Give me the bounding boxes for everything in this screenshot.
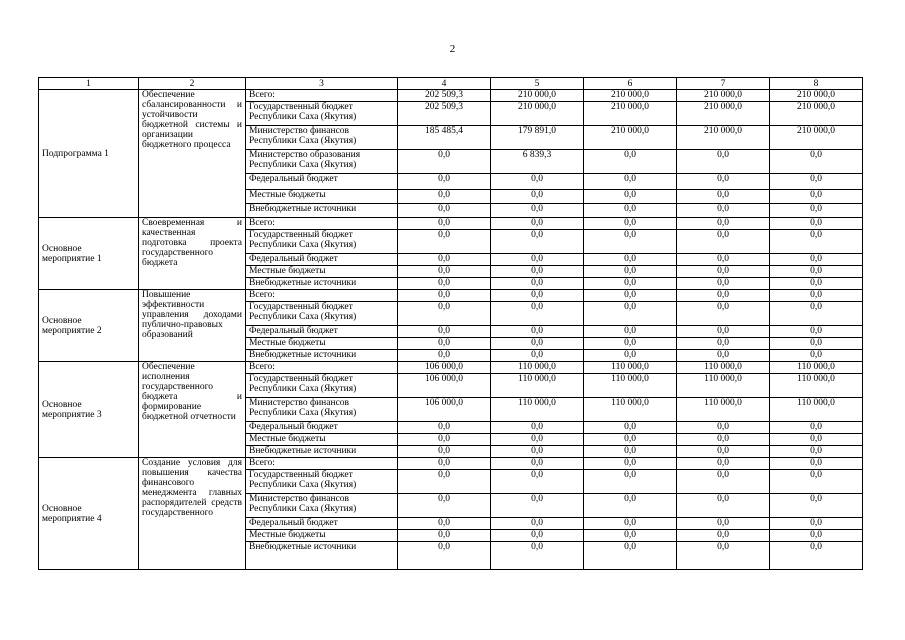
value-cell: 0,0 (491, 470, 584, 494)
value-cell: 0,0 (584, 266, 677, 278)
funding-source: Государственный бюджет Республики Саха (Якутия) (246, 470, 398, 494)
value-cell: 0,0 (584, 494, 677, 518)
value-cell: 0,0 (491, 338, 584, 350)
program-name: Основное мероприятие 1 (39, 218, 139, 290)
value-cell: 0,0 (677, 422, 770, 434)
header-cell: 3 (246, 78, 398, 90)
header-cell: 7 (677, 78, 770, 90)
value-cell: 0,0 (491, 190, 584, 204)
value-cell: 0,0 (398, 174, 491, 190)
value-cell: 0,0 (584, 218, 677, 230)
value-cell: 202 509,3 (398, 90, 491, 102)
value-cell: 0,0 (584, 338, 677, 350)
value-cell: 0,0 (770, 470, 863, 494)
value-cell: 110 000,0 (491, 398, 584, 422)
funding-source: Министерство финансов Республики Саха (Якутия) (246, 494, 398, 518)
value-cell: 210 000,0 (770, 102, 863, 126)
value-cell: 210 000,0 (677, 102, 770, 126)
value-cell: 0,0 (398, 326, 491, 338)
value-cell: 0,0 (491, 266, 584, 278)
header-cell: 4 (398, 78, 491, 90)
value-cell: 0,0 (677, 326, 770, 338)
value-cell: 0,0 (770, 326, 863, 338)
value-cell: 110 000,0 (584, 398, 677, 422)
value-cell: 0,0 (770, 518, 863, 530)
value-cell: 0,0 (770, 458, 863, 470)
funding-source: Всего: (246, 458, 398, 470)
value-cell: 210 000,0 (770, 126, 863, 150)
value-cell: 210 000,0 (491, 90, 584, 102)
funding-source: Всего: (246, 90, 398, 102)
value-cell: 0,0 (584, 204, 677, 218)
value-cell: 0,0 (584, 290, 677, 302)
funding-source: Министерство финансов Республики Саха (Якутия) (246, 398, 398, 422)
value-cell: 0,0 (770, 278, 863, 290)
value-cell: 0,0 (491, 174, 584, 190)
value-cell: 0,0 (677, 458, 770, 470)
program-description: Обеспечение сбалансированности и устойчивости бюджетной системы и организации бюджетного процесса (139, 90, 246, 218)
value-cell: 0,0 (398, 470, 491, 494)
header-cell: 5 (491, 78, 584, 90)
value-cell: 0,0 (398, 350, 491, 362)
value-cell: 0,0 (677, 204, 770, 218)
value-cell: 106 000,0 (398, 398, 491, 422)
value-cell: 0,0 (584, 302, 677, 326)
value-cell: 0,0 (491, 230, 584, 254)
value-cell: 210 000,0 (584, 126, 677, 150)
value-cell: 0,0 (398, 266, 491, 278)
value-cell: 0,0 (677, 230, 770, 254)
value-cell: 0,0 (770, 542, 863, 570)
funding-source: Внебюджетные источники (246, 542, 398, 570)
value-cell: 110 000,0 (491, 374, 584, 398)
value-cell: 0,0 (491, 458, 584, 470)
value-cell: 0,0 (491, 350, 584, 362)
header-cell: 2 (139, 78, 246, 90)
value-cell: 0,0 (770, 290, 863, 302)
value-cell: 0,0 (398, 542, 491, 570)
value-cell: 0,0 (677, 494, 770, 518)
value-cell: 0,0 (677, 254, 770, 266)
value-cell: 0,0 (584, 434, 677, 446)
value-cell: 0,0 (398, 422, 491, 434)
value-cell: 210 000,0 (491, 102, 584, 126)
funding-source: Внебюджетные источники (246, 446, 398, 458)
table-row (39, 458, 863, 470)
header-cell: 8 (770, 78, 863, 90)
value-cell: 0,0 (398, 218, 491, 230)
value-cell: 0,0 (584, 254, 677, 266)
value-cell: 0,0 (398, 518, 491, 530)
funding-source: Государственный бюджет Республики Саха (Якутия) (246, 230, 398, 254)
funding-source: Внебюджетные источники (246, 350, 398, 362)
value-cell: 0,0 (491, 422, 584, 434)
value-cell: 210 000,0 (584, 102, 677, 126)
value-cell: 0,0 (770, 494, 863, 518)
value-cell: 0,0 (398, 494, 491, 518)
program-name: Основное мероприятие 4 (39, 458, 139, 570)
value-cell: 0,0 (491, 542, 584, 570)
value-cell: 0,0 (398, 254, 491, 266)
value-cell: 0,0 (770, 190, 863, 204)
value-cell: 0,0 (677, 218, 770, 230)
funding-source: Федеральный бюджет (246, 326, 398, 338)
funding-source: Всего: (246, 362, 398, 374)
budget-table (38, 77, 863, 570)
value-cell: 0,0 (491, 218, 584, 230)
value-cell: 210 000,0 (677, 90, 770, 102)
value-cell: 110 000,0 (677, 374, 770, 398)
value-cell: 0,0 (677, 518, 770, 530)
value-cell: 0,0 (584, 458, 677, 470)
value-cell: 0,0 (677, 278, 770, 290)
value-cell: 0,0 (491, 518, 584, 530)
value-cell: 0,0 (677, 446, 770, 458)
table-row (39, 362, 863, 374)
value-cell: 0,0 (584, 446, 677, 458)
value-cell: 0,0 (398, 190, 491, 204)
value-cell: 0,0 (398, 458, 491, 470)
value-cell: 0,0 (677, 190, 770, 204)
program-description: Повышение эффективности управления доходами публично-правовых образований (139, 290, 246, 362)
funding-source: Федеральный бюджет (246, 174, 398, 190)
value-cell: 202 509,3 (398, 102, 491, 126)
value-cell: 0,0 (491, 434, 584, 446)
value-cell: 0,0 (677, 530, 770, 542)
value-cell: 106 000,0 (398, 362, 491, 374)
value-cell: 0,0 (677, 174, 770, 190)
value-cell: 0,0 (677, 150, 770, 174)
value-cell: 110 000,0 (584, 362, 677, 374)
value-cell: 0,0 (677, 470, 770, 494)
funding-source: Государственный бюджет Республики Саха (Якутия) (246, 374, 398, 398)
value-cell: 0,0 (584, 174, 677, 190)
value-cell: 0,0 (398, 338, 491, 350)
value-cell: 110 000,0 (584, 374, 677, 398)
header-row (39, 78, 863, 90)
value-cell: 0,0 (491, 302, 584, 326)
value-cell: 110 000,0 (770, 398, 863, 422)
value-cell: 0,0 (584, 470, 677, 494)
funding-source: Федеральный бюджет (246, 518, 398, 530)
value-cell: 0,0 (770, 150, 863, 174)
value-cell: 185 485,4 (398, 126, 491, 150)
page-number: 2 (449, 43, 456, 55)
value-cell: 0,0 (398, 446, 491, 458)
value-cell: 0,0 (677, 266, 770, 278)
value-cell: 0,0 (398, 530, 491, 542)
value-cell: 0,0 (770, 338, 863, 350)
value-cell: 0,0 (770, 266, 863, 278)
table-row (39, 90, 863, 102)
value-cell: 0,0 (491, 254, 584, 266)
value-cell: 110 000,0 (677, 398, 770, 422)
value-cell: 0,0 (770, 218, 863, 230)
value-cell: 0,0 (491, 530, 584, 542)
program-name: Основное мероприятие 2 (39, 290, 139, 362)
value-cell: 0,0 (677, 290, 770, 302)
value-cell: 0,0 (770, 434, 863, 446)
funding-source: Местные бюджеты (246, 190, 398, 204)
value-cell: 0,0 (677, 302, 770, 326)
table-row (39, 290, 863, 302)
value-cell: 6 839,3 (491, 150, 584, 174)
value-cell: 0,0 (770, 530, 863, 542)
value-cell: 0,0 (398, 302, 491, 326)
value-cell: 0,0 (491, 204, 584, 218)
value-cell: 210 000,0 (584, 90, 677, 102)
value-cell: 0,0 (677, 338, 770, 350)
value-cell: 0,0 (770, 204, 863, 218)
value-cell: 0,0 (770, 230, 863, 254)
value-cell: 0,0 (677, 542, 770, 570)
funding-source: Местные бюджеты (246, 338, 398, 350)
value-cell: 0,0 (677, 350, 770, 362)
value-cell: 0,0 (770, 174, 863, 190)
value-cell: 0,0 (398, 230, 491, 254)
funding-source: Местные бюджеты (246, 530, 398, 542)
value-cell: 0,0 (491, 446, 584, 458)
value-cell: 0,0 (584, 278, 677, 290)
funding-source: Федеральный бюджет (246, 422, 398, 434)
program-description: Обеспечение исполнения государственного бюджета и формирование бюджетной отчетности (139, 362, 246, 458)
funding-source: Местные бюджеты (246, 266, 398, 278)
funding-source: Местные бюджеты (246, 434, 398, 446)
funding-source: Государственный бюджет Республики Саха (Якутия) (246, 302, 398, 326)
funding-source: Министерство образования Республики Саха (Якутия) (246, 150, 398, 174)
value-cell: 0,0 (584, 230, 677, 254)
funding-source: Внебюджетные источники (246, 278, 398, 290)
program-description: Своевременная и качественная подготовка проекта государственного бюджета (139, 218, 246, 290)
value-cell: 0,0 (584, 190, 677, 204)
value-cell: 0,0 (491, 326, 584, 338)
value-cell: 0,0 (770, 350, 863, 362)
value-cell: 0,0 (770, 254, 863, 266)
value-cell: 0,0 (584, 542, 677, 570)
value-cell: 110 000,0 (491, 362, 584, 374)
funding-source: Министерство финансов Республики Саха (Якутия) (246, 126, 398, 150)
value-cell: 0,0 (491, 278, 584, 290)
value-cell: 0,0 (398, 278, 491, 290)
funding-source: Федеральный бюджет (246, 254, 398, 266)
value-cell: 0,0 (398, 434, 491, 446)
header-cell: 6 (584, 78, 677, 90)
value-cell: 106 000,0 (398, 374, 491, 398)
program-name: Подпрограмма 1 (39, 90, 139, 218)
value-cell: 0,0 (584, 518, 677, 530)
table-row (39, 218, 863, 230)
value-cell: 0,0 (398, 150, 491, 174)
header-cell: 1 (39, 78, 139, 90)
value-cell: 0,0 (584, 530, 677, 542)
value-cell: 210 000,0 (677, 126, 770, 150)
value-cell: 0,0 (491, 494, 584, 518)
value-cell: 0,0 (398, 204, 491, 218)
value-cell: 210 000,0 (770, 90, 863, 102)
value-cell: 0,0 (584, 150, 677, 174)
value-cell: 0,0 (770, 302, 863, 326)
value-cell: 0,0 (491, 290, 584, 302)
value-cell: 0,0 (770, 446, 863, 458)
value-cell: 0,0 (677, 434, 770, 446)
value-cell: 179 891,0 (491, 126, 584, 150)
value-cell: 0,0 (770, 422, 863, 434)
value-cell: 0,0 (398, 290, 491, 302)
value-cell: 110 000,0 (677, 362, 770, 374)
funding-source: Всего: (246, 290, 398, 302)
program-name: Основное мероприятие 3 (39, 362, 139, 458)
funding-source: Всего: (246, 218, 398, 230)
program-description: Создание условия для повышения качества финансового менеджмента главных распорядителей средств государственного (139, 458, 246, 570)
value-cell: 110 000,0 (770, 362, 863, 374)
value-cell: 0,0 (584, 422, 677, 434)
funding-source: Государственный бюджет Республики Саха (Якутия) (246, 102, 398, 126)
value-cell: 0,0 (584, 350, 677, 362)
value-cell: 110 000,0 (770, 374, 863, 398)
funding-source: Внебюджетные источники (246, 204, 398, 218)
value-cell: 0,0 (584, 326, 677, 338)
